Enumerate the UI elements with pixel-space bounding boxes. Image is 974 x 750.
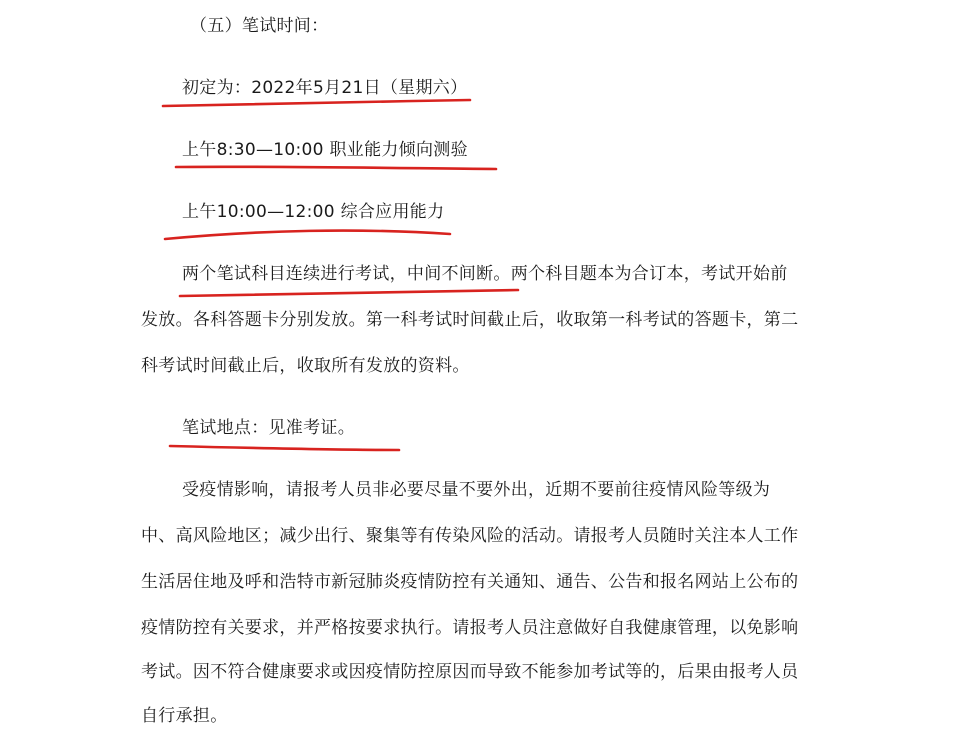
paragraph-line: 科考试时间截止后，收取所有发放的资料。 — [141, 356, 470, 376]
paragraph-line: 中、高风险地区；减少出行、聚集等有传染风险的活动。请报考人员随时关注本人工作 — [141, 526, 799, 546]
paragraph-line: 考试。因不符合健康要求或因疫情防控原因而导致不能参加考试等的，后果由报考人员 — [141, 662, 799, 682]
underline-aptitude-session — [176, 167, 496, 169]
underline-continuous-exams — [180, 290, 518, 296]
schedule-date: 初定为：2022年5月21日（星期六） — [182, 78, 468, 98]
session-comprehensive-ability: 上午10:00—12:00 综合应用能力 — [182, 202, 445, 222]
paragraph-line: 受疫情影响，请报考人员非必要尽量不要外出，近期不要前往疫情风险等级为 — [182, 480, 771, 500]
underline-comprehensive-session — [165, 231, 450, 239]
exam-location: 笔试地点：见准考证。 — [182, 418, 355, 438]
paragraph-line: 两个笔试科目连续进行考试，中间不间断。两个科目题本为合订本，考试开始前 — [182, 264, 788, 284]
paragraph-line: 自行承担。 — [141, 706, 228, 726]
session-aptitude-test: 上午8:30—10:00 职业能力倾向测验 — [182, 140, 468, 160]
paragraph-line: 生活居住地及呼和浩特市新冠肺炎疫情防控有关通知、通告、公告和报名网站上公布的 — [141, 572, 799, 592]
underline-exam-location — [170, 446, 399, 450]
underline-schedule-date — [163, 100, 470, 106]
section-heading: （五）笔试时间： — [190, 16, 329, 36]
paragraph-line: 发放。各科答题卡分别发放。第一科考试时间截止后，收取第一科考试的答题卡，第二 — [141, 310, 799, 330]
paragraph-line: 疫情防控有关要求，并严格按要求执行。请报考人员注意做好自我健康管理，以免影响 — [141, 618, 799, 638]
